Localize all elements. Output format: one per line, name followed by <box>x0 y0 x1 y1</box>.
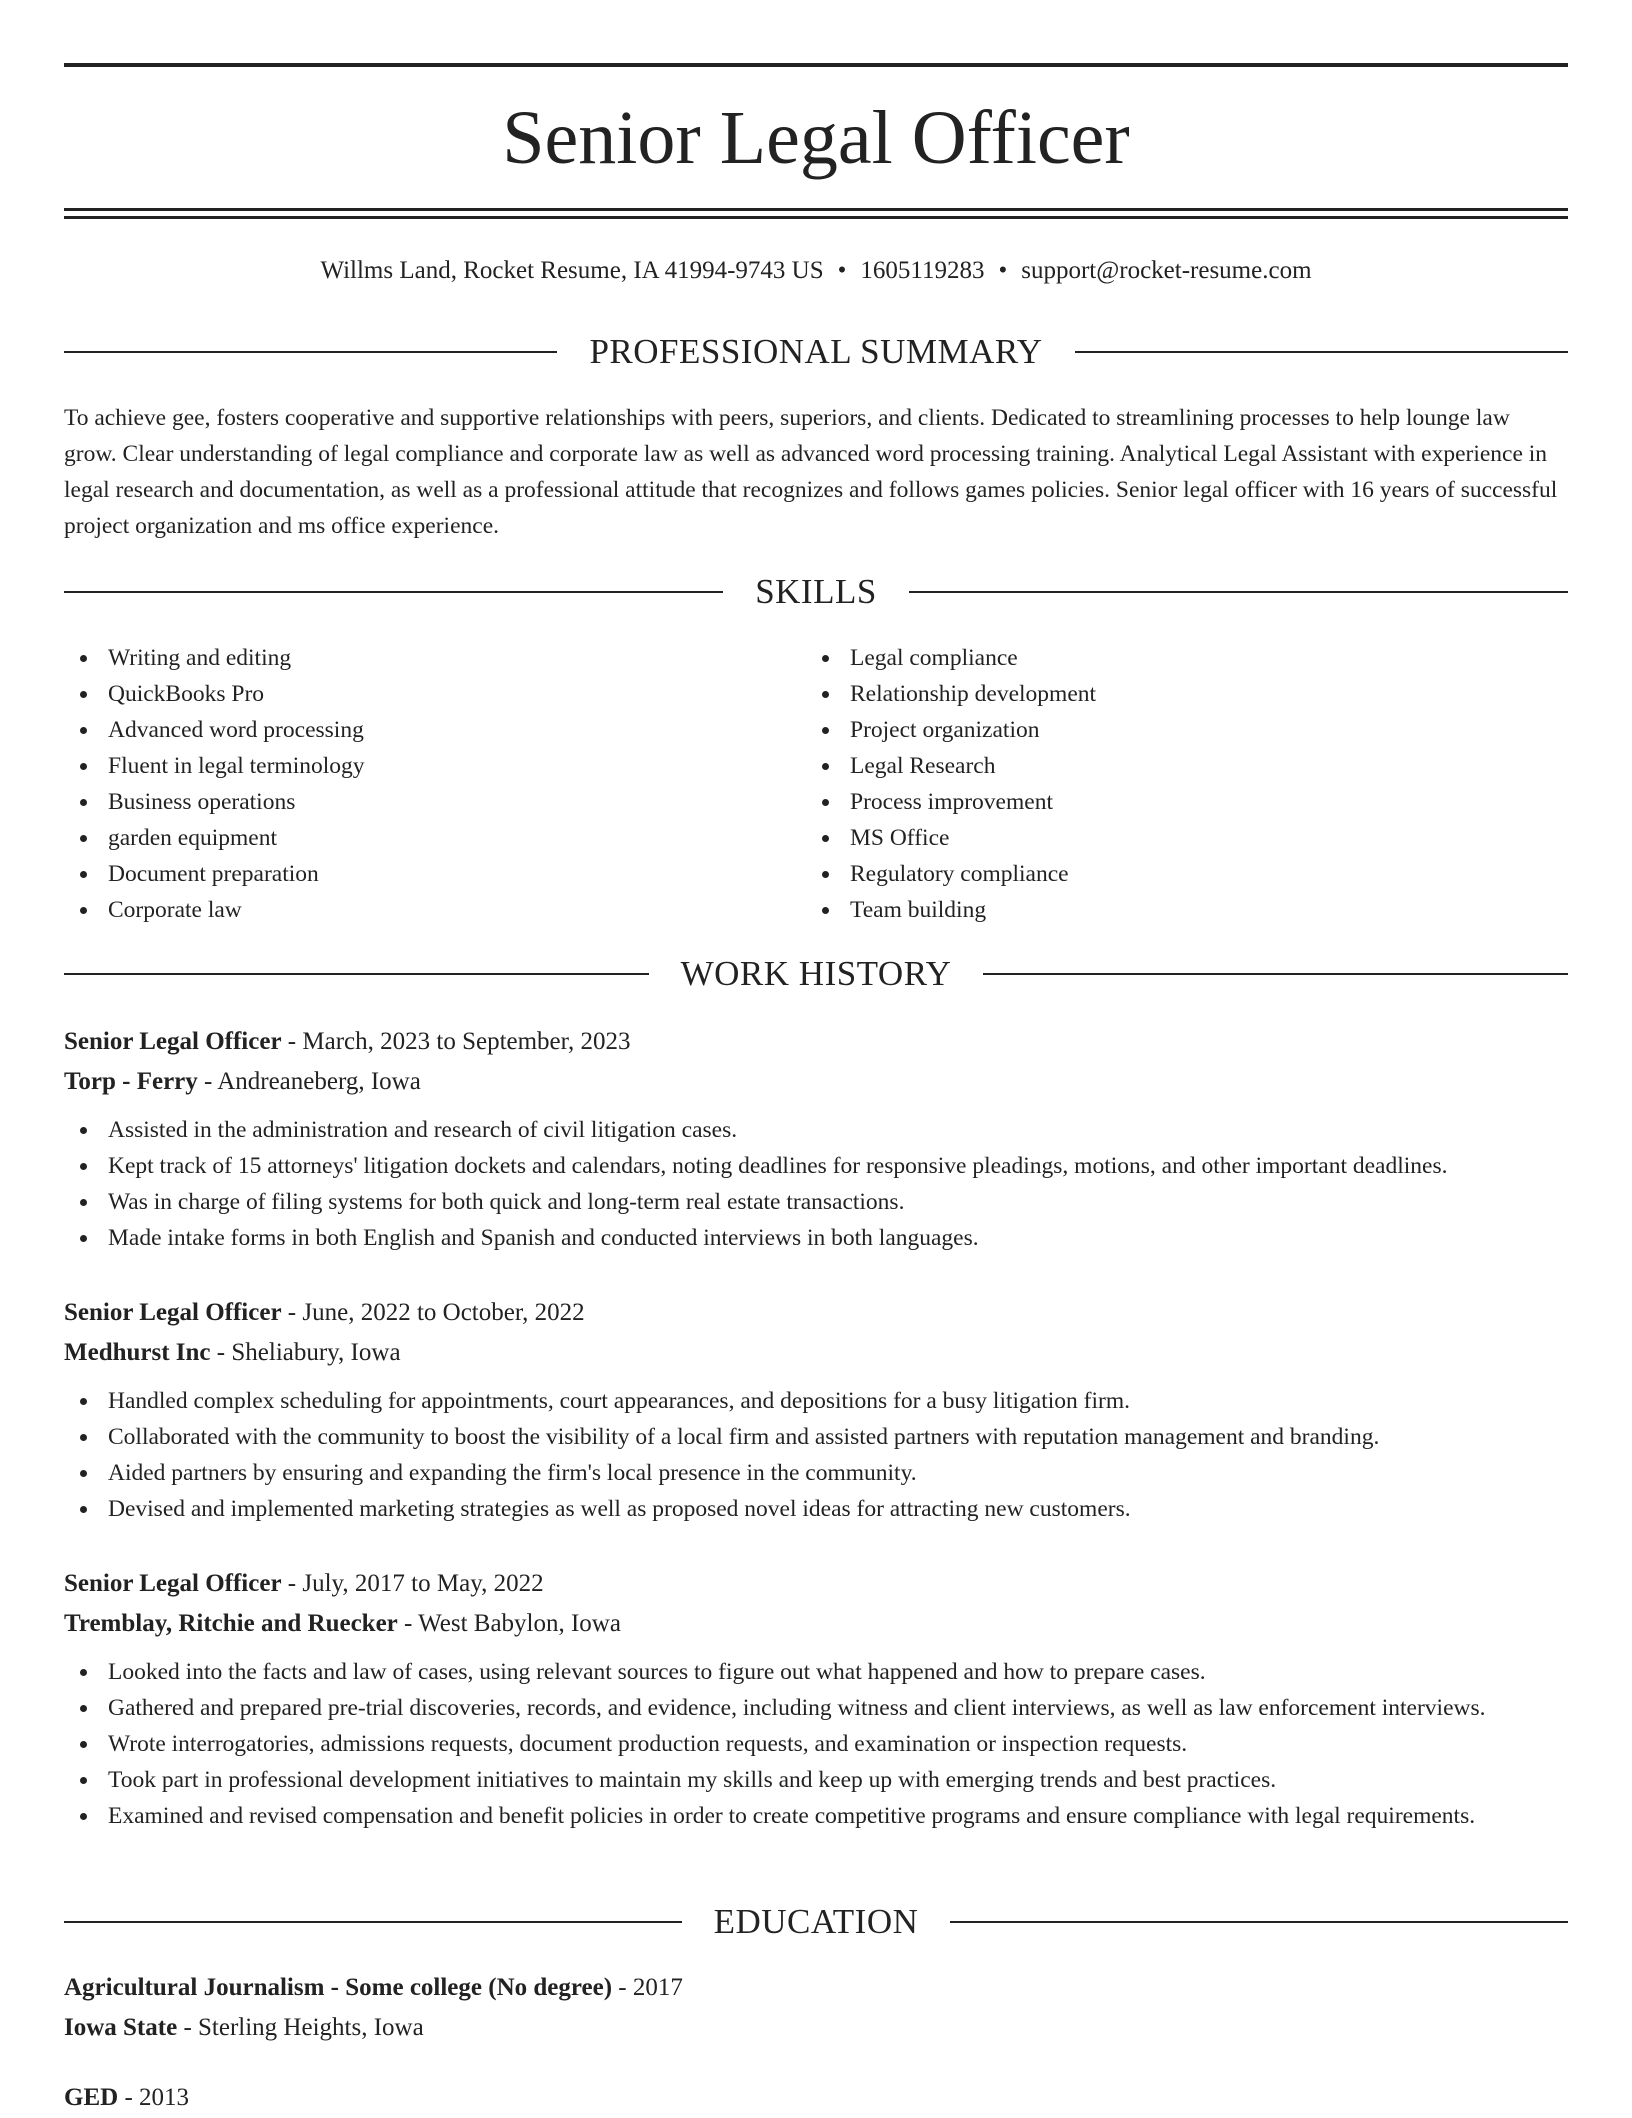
education-entry <box>64 2078 1568 2118</box>
education-section-header <box>64 1900 1568 1944</box>
skill-item: Regulatory compliance <box>806 856 1548 892</box>
job-duty: Devised and implemented marketing strategies as well as proposed novel ideas for attracting new customers. <box>64 1491 1568 1527</box>
education-degree: Agricultural Journalism - Some college (No degree) <box>64 1974 613 2001</box>
skill-item: Document preparation <box>64 856 806 892</box>
skills-list <box>64 640 1568 928</box>
section-rule-left <box>64 1921 682 1923</box>
contact-separator: • <box>998 257 1008 284</box>
job-company: Torp - Ferry <box>64 1068 198 1095</box>
header-double-rule-upper <box>64 208 1568 211</box>
skill-item: Relationship development <box>806 676 1548 712</box>
skill-item: Advanced word processing <box>64 712 806 748</box>
section-rule-right <box>950 1921 1568 1923</box>
summary-section-header <box>64 330 1568 374</box>
job-duty: Collaborated with the community to boost the visibility of a local firm and assisted partners with reputation management and branding. <box>64 1419 1568 1455</box>
education-location: - Sterling Heights, Iowa <box>177 2014 424 2041</box>
education-entry <box>64 1968 1568 2048</box>
education-year: - 2017 <box>612 1974 683 2001</box>
job-company-line <box>64 1604 1568 1644</box>
job-duty: Handled complex scheduling for appointments, court appearances, and depositions for a busy litigation firm. <box>64 1383 1568 1419</box>
education-degree-line <box>64 2078 1568 2118</box>
job-duty: Made intake forms in both English and Spanish and conducted interviews in both languages. <box>64 1220 1568 1256</box>
job-company: Medhurst Inc <box>64 1339 211 1366</box>
section-rule-right <box>909 591 1568 593</box>
skills-column-right <box>806 640 1548 928</box>
job-company-line <box>64 1333 1568 1373</box>
job-entry <box>64 1022 1568 1256</box>
job-location: - Andreaneberg, Iowa <box>197 1068 421 1095</box>
skill-item: Team building <box>806 892 1548 928</box>
skill-item: MS Office <box>806 820 1548 856</box>
job-duty: Took part in professional development initiatives to maintain my skills and keep up with emerging trends and best practices. <box>64 1762 1568 1798</box>
job-company-line <box>64 1062 1568 1102</box>
job-dates: - March, 2023 to September, 2023 <box>281 1028 631 1055</box>
skill-item: Corporate law <box>64 892 806 928</box>
section-rule-left <box>64 591 723 593</box>
skill-item: Writing and editing <box>64 640 806 676</box>
skill-item: Fluent in legal terminology <box>64 748 806 784</box>
job-entry <box>64 1293 1568 1527</box>
header-double-rule-lower <box>64 216 1568 219</box>
job-duty: Was in charge of filing systems for both quick and long-term real estate transactions. <box>64 1184 1568 1220</box>
job-duty: Aided partners by ensuring and expanding the firm's local presence in the community. <box>64 1455 1568 1491</box>
job-title-line <box>64 1293 1568 1333</box>
job-duty: Kept track of 15 attorneys' litigation dockets and calendars, noting deadlines for responsive pleadings, motions, and other important deadlines. <box>64 1148 1568 1184</box>
contact-line <box>64 254 1568 288</box>
contact-phone: 1605119283 <box>860 257 985 284</box>
job-dates: - July, 2017 to May, 2022 <box>281 1570 544 1597</box>
section-rule-left <box>64 351 557 353</box>
skill-item: Legal compliance <box>806 640 1548 676</box>
skill-item: garden equipment <box>64 820 806 856</box>
skill-item: Project organization <box>806 712 1548 748</box>
skill-item: QuickBooks Pro <box>64 676 806 712</box>
job-entry <box>64 1564 1568 1834</box>
education-school: Iowa State <box>64 2014 178 2041</box>
work-section-title: WORK HISTORY <box>680 954 952 993</box>
job-duty: Assisted in the administration and research of civil litigation cases. <box>64 1112 1568 1148</box>
summary-section-title: PROFESSIONAL SUMMARY <box>589 332 1043 371</box>
contact-email: support@rocket-resume.com <box>1021 257 1312 284</box>
education-year: - 2013 <box>118 2084 190 2111</box>
job-duty: Wrote interrogatories, admissions requests, document production requests, and examination or inspection requests. <box>64 1726 1568 1762</box>
header-top-rule <box>64 63 1568 67</box>
skill-item: Legal Research <box>806 748 1548 784</box>
work-section-header <box>64 952 1568 996</box>
contact-address: Willms Land, Rocket Resume, IA 41994-9743 US <box>320 257 824 284</box>
skill-item: Process improvement <box>806 784 1548 820</box>
education-degree: GED <box>64 2084 119 2111</box>
skills-column-left <box>64 640 806 928</box>
job-title: Senior Legal Officer <box>64 1299 282 1326</box>
job-title: Senior Legal Officer <box>64 1570 282 1597</box>
education-section-title: EDUCATION <box>713 1902 919 1941</box>
job-duties-list <box>64 1654 1568 1834</box>
section-rule-right <box>983 973 1568 975</box>
summary-paragraph: To achieve gee, fosters cooperative and supportive relationships with peers, superiors, and clients. Dedicated to streamlining processes to help lounge law grow. Clear understanding of legal compliance and corporate law as well as advanced word processing training. Analytical Legal Assistant with experience in legal research and documentation, as well as a professional attitude that recognizes and follows games policies. Senior legal officer with 16 years of successful project organization and ms office experience. <box>64 405 1558 539</box>
resume-title: Senior Legal Officer <box>502 96 1130 180</box>
job-duty: Looked into the facts and law of cases, using relevant sources to figure out what happened and how to prepare cases. <box>64 1654 1568 1690</box>
job-dates: - June, 2022 to October, 2022 <box>281 1299 585 1326</box>
section-rule-right <box>1075 351 1568 353</box>
section-rule-left <box>64 973 649 975</box>
job-title-line <box>64 1564 1568 1604</box>
job-title-line <box>64 1022 1568 1062</box>
job-location: - West Babylon, Iowa <box>397 1610 621 1637</box>
education-school-line <box>64 2008 1568 2048</box>
job-duties-list <box>64 1112 1568 1256</box>
job-title: Senior Legal Officer <box>64 1028 282 1055</box>
skills-section-header <box>64 570 1568 614</box>
skills-section-title: SKILLS <box>755 572 877 611</box>
education-degree-line <box>64 1968 1568 2008</box>
job-company: Tremblay, Ritchie and Ruecker <box>64 1610 398 1637</box>
job-duty: Gathered and prepared pre-trial discoveries, records, and evidence, including witness and client interviews, as well as law enforcement interviews. <box>64 1690 1568 1726</box>
job-location: - Sheliabury, Iowa <box>210 1339 401 1366</box>
job-duties-list <box>64 1383 1568 1527</box>
skill-item: Business operations <box>64 784 806 820</box>
job-duty: Examined and revised compensation and benefit policies in order to create competitive programs and ensure compliance with legal requirements. <box>64 1798 1568 1834</box>
contact-separator: • <box>837 257 847 284</box>
